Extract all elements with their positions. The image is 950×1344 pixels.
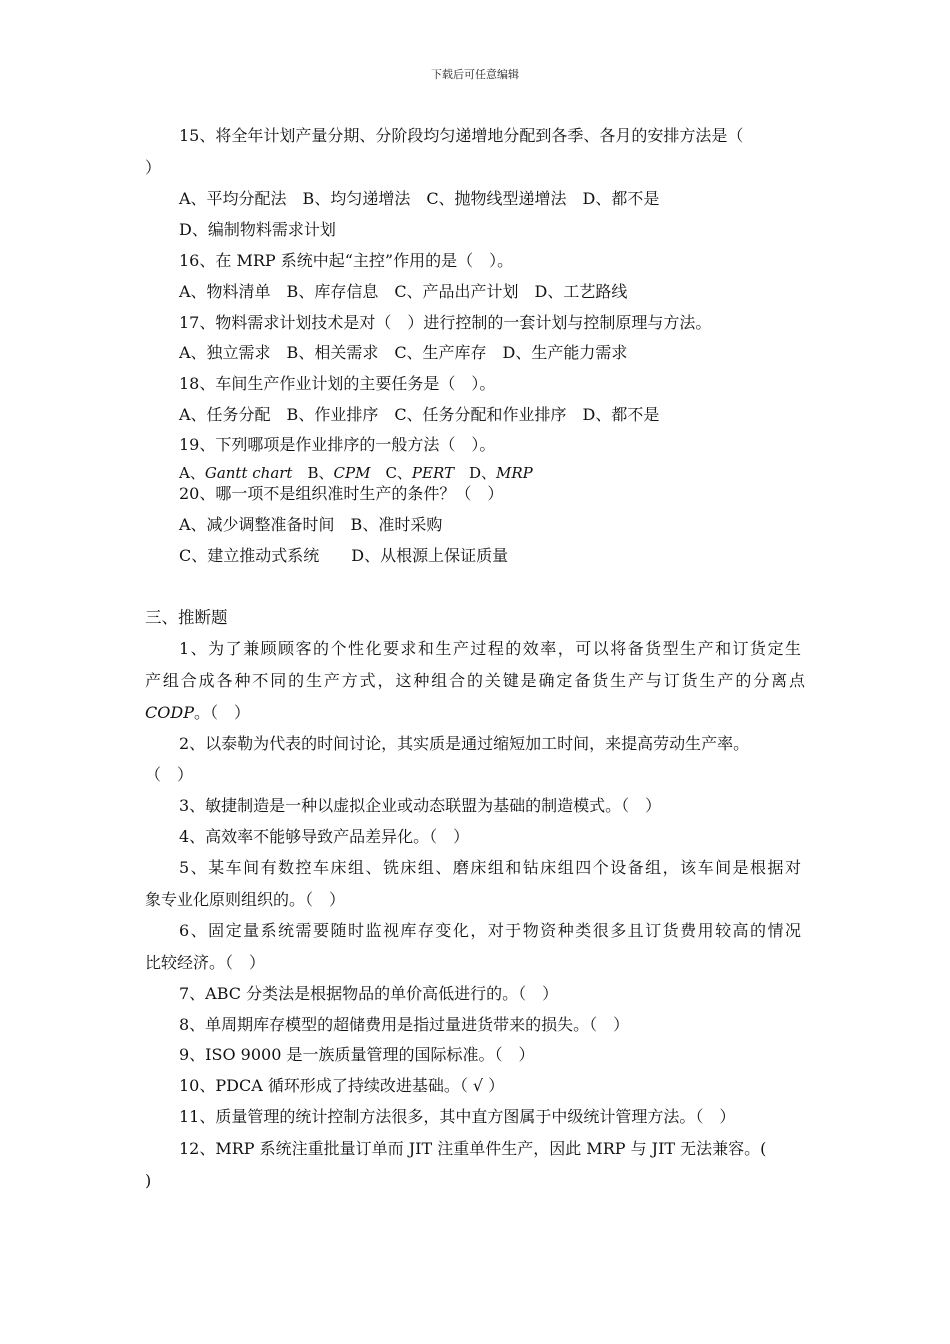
judge-12-line-1: 12、MRP 系统注重批量订单而 JIT 注重单件生产，因此 MRP 与 JIT 无法兼容。( [179, 1139, 767, 1158]
judge-1-line-3 [145, 702, 805, 724]
question-15-options: A、平均分配法 B、均匀递增法 C、抛物线型递增法 D、都不是 [179, 189, 660, 208]
question-16: 16、在 MRP 系统中起“主控”作用的是（ ）。 [179, 251, 514, 270]
option-c: PERT [411, 464, 454, 482]
judge-4: 4、高效率不能够导致产品差异化。（ ） [179, 827, 470, 846]
question-16-options: A、物料清单 B、库存信息 C、产品出产计划 D、工艺路线 [179, 282, 628, 301]
question-19-options [179, 462, 839, 484]
question-15-cont: ） [145, 158, 162, 177]
question-19: 19、下列哪项是作业排序的一般方法（ ）。 [179, 435, 496, 454]
option-a-prefix: A、 [179, 464, 205, 482]
option-b-prefix: B、 [292, 464, 334, 482]
judge-2-line-1: 2、以泰勒为代表的时间讨论，其实质是通过缩短加工时间，来提高劳动生产率。 [179, 734, 750, 753]
judge-12-line-2: ) [145, 1171, 152, 1190]
judge-7: 7、ABC 分类法是根据物品的单价高低进行的。（ ） [179, 984, 559, 1003]
question-20-options-1: A、减少调整准备时间 B、准时采购 [179, 515, 443, 534]
judge-6-line-2: 比较经济。（ ） [145, 953, 266, 972]
judge-5-line-1: 5、某车间有数控车床组、铣床组、磨床组和钻床组四个设备组，该车间是根据对 [179, 858, 801, 877]
codp-term: CODP [145, 703, 194, 722]
option-b: CPM [333, 464, 371, 482]
section-title: 三、推断题 [145, 608, 228, 627]
option-d: MRP [496, 464, 533, 482]
judge-1-line-2: 产组合成各种不同的生产方式，这种组合的关键是确定备货生产与订货生产的分离点 [145, 671, 805, 690]
question-17: 17、物料需求计划技术是对（ ）进行控制的一套计划与控制原理与方法。 [179, 313, 712, 332]
judge-9: 9、ISO 9000 是一族质量管理的国际标准。（ ） [179, 1045, 535, 1064]
question-20-options-2: C、建立推动式系统 D、从根源上保证质量 [179, 546, 509, 565]
judge-8: 8、单周期库存模型的超储费用是指过量进货带来的损失。（ ） [179, 1015, 630, 1034]
page-header: 下载后可任意编辑 [431, 68, 519, 81]
judge-11: 11、质量管理的统计控制方法很多，其中直方图属于中级统计管理方法。（ ） [179, 1107, 736, 1126]
question-15: 15、将全年计划产量分期、分阶段均匀递增地分配到各季、各月的安排方法是（ [179, 126, 744, 145]
judge-1-line-1: 1、为了兼顾顾客的个性化要求和生产过程的效率，可以将备货型生产和订货定生 [179, 639, 801, 658]
question-20: 20、哪一项不是组织准时生产的条件？（ ） [179, 484, 504, 503]
question-17-options: A、独立需求 B、相关需求 C、生产库存 D、生产能力需求 [179, 343, 628, 362]
option-d-prefix: D、 [454, 464, 497, 482]
judge-3: 3、敏捷制造是一种以虚拟企业或动态联盟为基础的制造模式。（ ） [179, 796, 662, 815]
judge-1-tail: 。（ ） [193, 703, 250, 722]
judge-5-line-2: 象专业化原则组织的。（ ） [145, 890, 346, 909]
option-c-prefix: C、 [370, 464, 412, 482]
question-18: 18、车间生产作业计划的主要任务是（ ）。 [179, 374, 496, 393]
judge-10: 10、PDCA 循环形成了持续改进基础。（ √ ） [179, 1076, 505, 1095]
judge-6-line-1: 6、固定量系统需要随时监视库存变化，对于物资种类很多且订货费用较高的情况 [179, 921, 801, 940]
option-a: Gantt chart [204, 464, 293, 482]
question-15-extra: D、编制物料需求计划 [179, 220, 336, 239]
question-18-options: A、任务分配 B、作业排序 C、任务分配和作业排序 D、都不是 [179, 405, 660, 424]
judge-2-line-2: （ ） [145, 765, 194, 784]
